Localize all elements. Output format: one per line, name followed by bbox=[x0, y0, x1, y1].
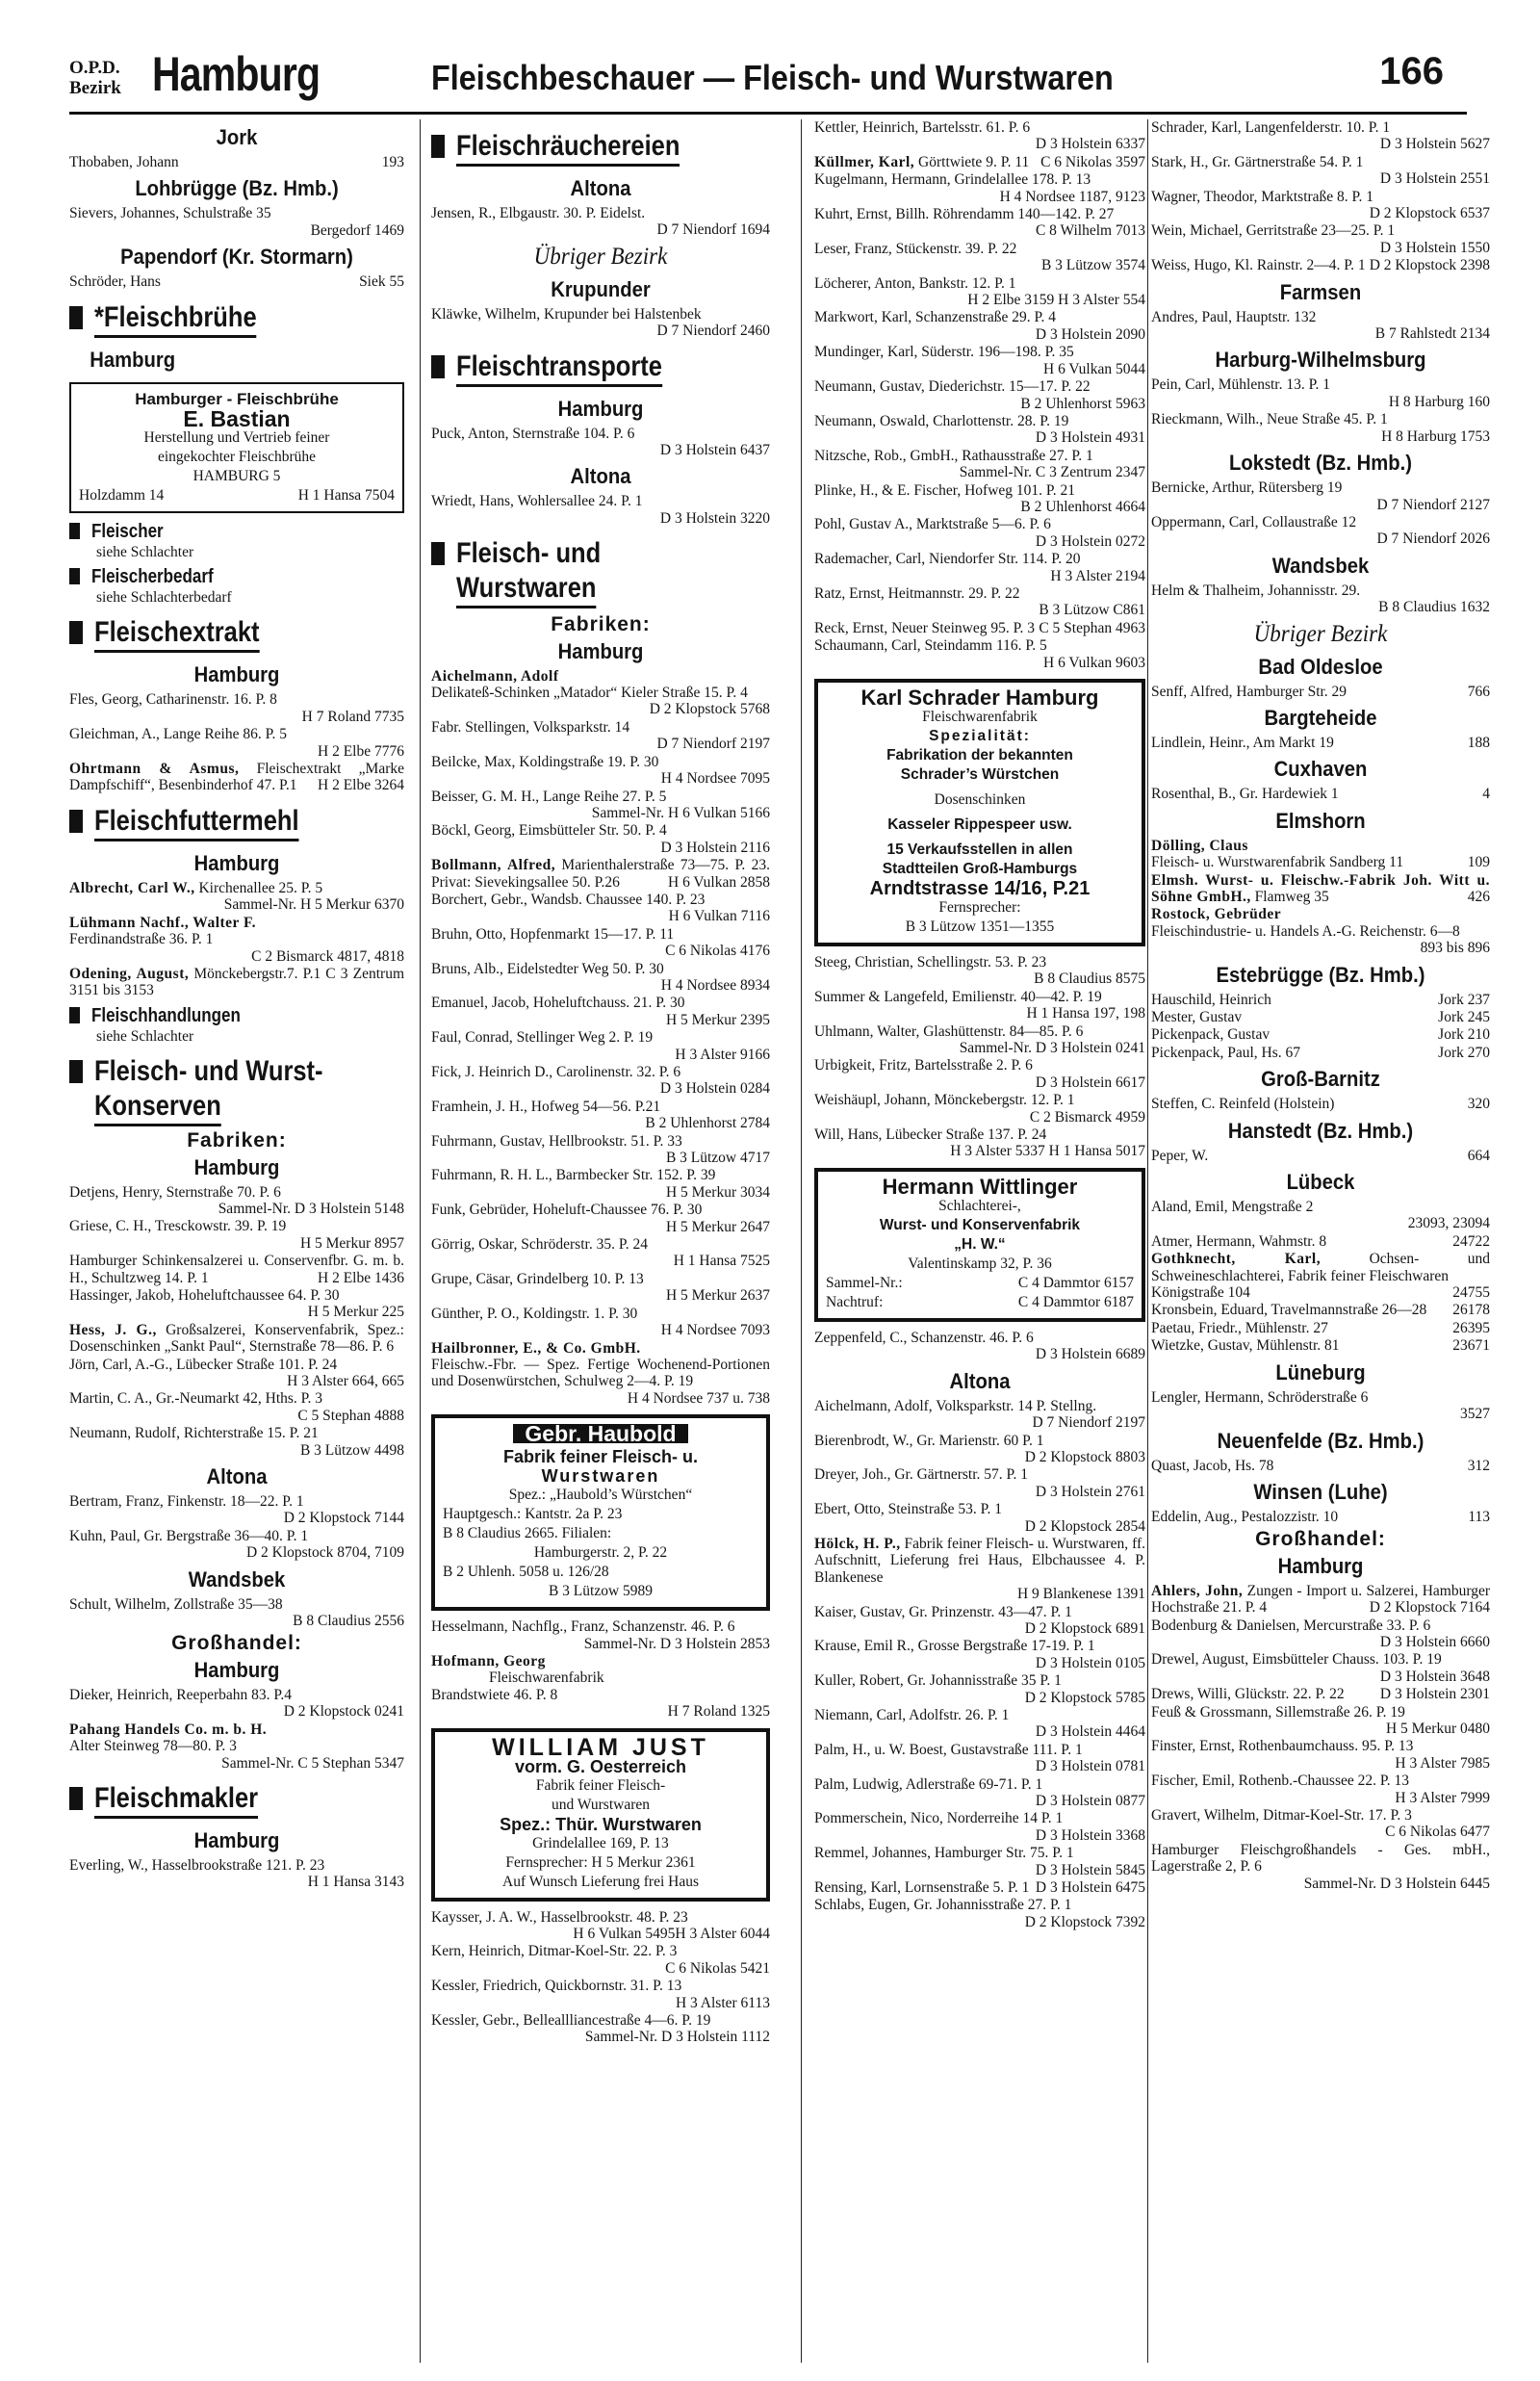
square-bullet-icon bbox=[431, 135, 445, 158]
list-item: Senff, Alfred, Hamburger Str. 29 766 bbox=[1151, 683, 1490, 700]
column-1 bbox=[69, 119, 404, 2363]
list-item: Sievers, Johannes, Schulstraße 35 Bergedorf 1469 bbox=[69, 205, 404, 239]
advertisement-box: WILLIAM JUST vorm. G. Oesterreich Fabrik feiner Fleisch- und Wurstwaren Spez.: Thür. Wurstwaren Grindelallee 169, P. 13 Fernsprecher: H 5 Merkur 2361 Auf Wunsch Lieferung frei Haus bbox=[431, 1728, 770, 1902]
list-item: Nitzsche, Rob., GmbH., Rathausstraße 27. P. 1 Sammel-Nr. C 3 Zentrum 2347 bbox=[814, 447, 1145, 481]
list-item: Fick, J. Heinrich D., Carolinenstr. 32. P. 6 D 3 Holstein 0284 bbox=[431, 1064, 770, 1098]
list-item: Hess, J. G., Großsalzerei, Konservenfabrik, Spez.: Dosenschinken „Sankt Paul“, Sternstraße 78—86. P. 6 bbox=[69, 1321, 404, 1356]
place-heading: Lüneburg bbox=[1275, 1359, 1366, 1385]
place-heading: Winsen (Luhe) bbox=[1253, 1479, 1388, 1504]
list-item: Ahlers, John, Zungen - Import u. Salzerei, Hamburger Hochstraße 21. P. 4 D 2 Klopstock 7164 bbox=[1151, 1582, 1490, 1617]
list-item: Pein, Carl, Mühlenstr. 13. P. 1 H 8 Harburg 160 bbox=[1151, 376, 1490, 410]
list-item: Ratz, Ernst, Heitmannstr. 29. P. 22 B 3 Lützow C861 bbox=[814, 584, 1145, 619]
list-item: Gothknecht, Karl, Ochsen- und Schweineschlachterei, Fabrik feiner Fleischwaren Königstraße 104 24755 bbox=[1151, 1251, 1490, 1302]
list-item: Pickenpack, Paul, Hs. 67 Jork 270 bbox=[1151, 1044, 1490, 1061]
list-item: Dreyer, Joh., Gr. Gärtnerstr. 57. P. 1 D 3 Holstein 2761 bbox=[814, 1466, 1145, 1500]
list-item: Kettler, Heinrich, Bartelsstr. 61. P. 6 D 3 Holstein 6337 bbox=[814, 119, 1145, 153]
list-item: Urbigkeit, Fritz, Bartelsstraße 2. P. 6 D 3 Holstein 6617 bbox=[814, 1057, 1145, 1091]
list-item: Neumann, Oswald, Charlottenstr. 28. P. 19 D 3 Holstein 4931 bbox=[814, 412, 1145, 447]
place-heading: Bargteheide bbox=[1264, 705, 1377, 730]
list-item: Kläwke, Wilhelm, Krupunder bei Halstenbek D 7 Niendorf 2460 bbox=[431, 305, 770, 340]
section-heading: Fleischräuchereien bbox=[431, 129, 770, 167]
column-2 bbox=[431, 119, 770, 2363]
list-item: Feuß & Grossmann, Sillemstraße 26. P. 19 H 5 Merkur 0480 bbox=[1151, 1703, 1490, 1737]
list-item: Pohl, Gustav A., Marktstraße 5—6. P. 6 D 3 Holstein 0272 bbox=[814, 516, 1145, 550]
place-heading: Hamburg bbox=[1277, 1553, 1364, 1578]
place-heading: Jork bbox=[216, 125, 258, 149]
square-bullet-icon bbox=[69, 621, 83, 644]
place-heading: Hamburg bbox=[193, 1154, 280, 1179]
list-item: Wriedt, Hans, Wohlersallee 24. P. 1 D 3 Holstein 3220 bbox=[431, 493, 770, 527]
district-label: O.P.D. Bezirk bbox=[69, 58, 121, 98]
list-item: Rieckmann, Wilh., Neue Straße 45. P. 1 H 8 Harburg 1753 bbox=[1151, 411, 1490, 445]
list-item: Odening, August, Mönckebergstr.7. P.1 C 3 Zentrum 3151 bis 3153 bbox=[69, 965, 404, 999]
list-item: Finster, Ernst, Rothenbaumchauss. 95. P. 13 H 3 Alster 7985 bbox=[1151, 1738, 1490, 1772]
list-item: Niemann, Carl, Adolfstr. 26. P. 1 D 3 Holstein 4464 bbox=[814, 1707, 1145, 1741]
list-item: Rosenthal, B., Gr. Hardewiek 1 4 bbox=[1151, 786, 1490, 803]
list-item: Zeppenfeld, C., Schanzenstr. 46. P. 6 D 3 Holstein 6689 bbox=[814, 1329, 1145, 1363]
column-4 bbox=[1151, 119, 1490, 2363]
place-heading: Groß-Barnitz bbox=[1261, 1067, 1380, 1092]
subsection-heading: Großhandel: bbox=[171, 1632, 302, 1655]
list-item: Mester, Gustav Jork 245 bbox=[1151, 1009, 1490, 1025]
place-heading: Hamburg bbox=[193, 1827, 280, 1852]
header-city: Hamburg bbox=[152, 47, 321, 101]
place-heading: Altona bbox=[206, 1464, 268, 1489]
list-item: Küllmer, Karl, Görttwiete 9. P. 11 C 6 Nikolas 3597 bbox=[814, 153, 1145, 170]
section-heading: Fleischfuttermehl bbox=[69, 804, 404, 841]
list-item: Ohrtmann & Asmus, Fleischextrakt „Marke Dampfschiff“, Besenbinderhof 47. P.1 H 2 Elbe 3264 bbox=[69, 761, 404, 794]
list-item: Rostock, Gebrüder Fleischindustrie- u. Handels A.-G. Reichenstr. 6—8 893 bis 896 bbox=[1151, 906, 1490, 957]
list-item: Markwort, Karl, Schanzenstraße 29. P. 4 D 3 Holstein 2090 bbox=[814, 309, 1145, 343]
list-item: Aichelmann, Adolf Delikateß-Schinken „Matador“ Kieler Straße 15. P. 4 D 2 Klopstock 5768 bbox=[431, 667, 770, 718]
square-bullet-icon bbox=[69, 810, 83, 833]
page-header bbox=[69, 46, 1463, 114]
place-heading: Wandsbek bbox=[1271, 553, 1370, 578]
place-heading: Krupunder bbox=[551, 276, 651, 301]
section-heading: Fleischmakler bbox=[69, 1781, 404, 1819]
list-item: Hauschild, Heinrich Jork 237 bbox=[1151, 991, 1490, 1008]
list-item: Summer & Langefeld, Emilienstr. 40—42. P. 19 H 1 Hansa 197, 198 bbox=[814, 988, 1145, 1022]
place-heading: Farmsen bbox=[1279, 279, 1362, 304]
page-number: 166 bbox=[1379, 50, 1444, 92]
square-bullet-icon bbox=[69, 1787, 83, 1810]
cross-reference: siehe Schlachter bbox=[96, 543, 194, 560]
cross-reference: siehe Schlachterbedarf bbox=[96, 589, 232, 607]
section-heading: Fleischextrakt bbox=[69, 615, 404, 653]
advertisement-box: Gebr. Haubold Fabrik feiner Fleisch- u. Wurstwaren Spez.: „Haubold’s Würstchen“ Hauptgesch.: Kantstr. 2a P. 23 B 8 Claudius 2665. Filialen: Hamburgerstr. 2, P. 22 B 2 Uhlenh. 5058 u. 126/28 B 3 Lützow 5989 bbox=[431, 1414, 770, 1611]
place-heading: Harburg-Wilhelmsburg bbox=[1215, 348, 1426, 373]
advertisement-box: Hermann Wittlinger Schlachterei-, Wurst- und Konservenfabrik „H. W.“ Valentinskamp 32, P. 36 Sammel-Nr.: C 4 Dammtor 6157 Nachtruf: C 4 Dammtor 6187 bbox=[814, 1168, 1145, 1322]
list-item: Kern, Heinrich, Ditmar-Koel-Str. 22. P. 3 C 6 Nikolas 5421 bbox=[431, 1943, 770, 1977]
page-title: Fleischbeschauer — Fleisch- und Wurstwaren bbox=[431, 58, 1114, 97]
list-item: Martin, C. A., Gr.-Neumarkt 42, Hths. P. 3 C 5 Stephan 4888 bbox=[69, 1390, 404, 1424]
place-heading: Lübeck bbox=[1286, 1170, 1355, 1195]
square-bullet-icon bbox=[431, 355, 445, 378]
list-item: Leser, Franz, Stückenstr. 39. P. 22 B 3 Lützow 3574 bbox=[814, 240, 1145, 274]
list-item: Kuhn, Paul, Gr. Bergstraße 36—40. P. 1 D 2 Klopstock 8704, 7109 bbox=[69, 1527, 404, 1562]
square-bullet-icon bbox=[69, 1060, 83, 1083]
list-item: Pahang Handels Co. m. b. H. Alter Steinweg 78—80. P. 3 Sammel-Nr. C 5 Stephan 5347 bbox=[69, 1721, 404, 1772]
list-item: Hassinger, Jakob, Hoheluftchaussee 64. P. 30 H 5 Merkur 225 bbox=[69, 1286, 404, 1321]
place-heading: Übriger Bezirk bbox=[533, 243, 668, 270]
list-item: Wein, Michael, Gerritstraße 23—25. P. 1 D 3 Holstein 1550 bbox=[1151, 222, 1490, 256]
list-item: Drewel, August, Eimsbütteler Chauss. 103. P. 19 D 3 Holstein 3648 bbox=[1151, 1651, 1490, 1685]
cross-reference: siehe Schlachter bbox=[96, 1027, 194, 1045]
list-item: Krause, Emil R., Grosse Bergstraße 17-19. P. 1 D 3 Holstein 0105 bbox=[814, 1638, 1145, 1671]
list-item: Funk, Gebrüder, Hoheluft-Chaussee 76. P. 30 H 5 Merkur 2647 bbox=[431, 1202, 770, 1235]
list-item: Kaysser, J. A. W., Hasselbrookstr. 48. P. 23 H 3 Alster 6044 H 6 Vulkan 5495 bbox=[431, 1908, 770, 1942]
list-item: Helm & Thalheim, Johannisstr. 29. B 8 Claudius 1632 bbox=[1151, 582, 1490, 616]
list-item: Neumann, Rudolf, Richterstraße 15. P. 21 B 3 Lützow 4498 bbox=[69, 1425, 404, 1459]
list-item: Framhein, J. H., Hofweg 54—56. P.21 B 2 Uhlenhorst 2784 bbox=[431, 1098, 770, 1132]
list-item: Hamburger Fleischgroßhandels - Ges. mbH., Lagerstraße 2, P. 6 Sammel-Nr. D 3 Holstein 6445 bbox=[1151, 1841, 1490, 1892]
square-bullet-icon bbox=[69, 568, 80, 584]
list-item: Jensen, R., Elbgaustr. 30. P. Eidelst. D 7 Niendorf 1694 bbox=[431, 205, 770, 239]
list-item: Mundinger, Karl, Süderstr. 196—198. P. 35 H 6 Vulkan 5044 bbox=[814, 344, 1145, 377]
place-heading: Altona bbox=[570, 176, 631, 200]
list-item: Hamburger Schinkensalzerei u. Conservenfbr. G. m. b. H., Schultzweg 14. P. 1 H 2 Elbe 1436 bbox=[69, 1253, 404, 1286]
place-heading: Lokstedt (Bz. Hmb.) bbox=[1228, 451, 1413, 476]
square-bullet-icon bbox=[69, 1007, 80, 1023]
list-item: Detjens, Henry, Sternstraße 70. P. 6 Sammel-Nr. D 3 Holstein 5148 bbox=[69, 1183, 404, 1217]
column-divider bbox=[420, 119, 421, 2363]
section-heading: Fleischtransporte bbox=[431, 349, 770, 387]
list-item: Kaiser, Gustav, Gr. Prinzenstr. 43—47. P. 1 D 2 Klopstock 6891 bbox=[814, 1603, 1145, 1637]
list-item: Weishäupl, Johann, Mönckebergstr. 12. P. 1 C 2 Bismarck 4959 bbox=[814, 1092, 1145, 1126]
list-item: Fabr. Stellingen, Volksparkstr. 14 D 7 Niendorf 2197 bbox=[431, 718, 770, 753]
place-heading: Neuenfelde (Bz. Hmb.) bbox=[1217, 1428, 1424, 1453]
list-item: Bernicke, Arthur, Rütersberg 19 D 7 Niendorf 2127 bbox=[1151, 479, 1490, 513]
list-item: Görrig, Oskar, Schröderstr. 35. P. 24 H 1 Hansa 7525 bbox=[431, 1236, 770, 1270]
list-item: Palm, H., u. W. Boest, Gustavstraße 111. P. 1 D 3 Holstein 0781 bbox=[814, 1741, 1145, 1775]
list-item: Kessler, Friedrich, Quickbornstr. 31. P. 13 H 3 Alster 6113 bbox=[431, 1978, 770, 2011]
place-heading: Elmshorn bbox=[1275, 808, 1366, 833]
list-item: Puck, Anton, Sternstraße 104. P. 6 D 3 Holstein 6437 bbox=[431, 425, 770, 459]
place-heading: Hamburg bbox=[193, 662, 280, 687]
subsection-heading: Fabriken: bbox=[551, 613, 651, 636]
list-item: Günther, P. O., Koldingstr. 1. P. 30 H 4 Nordsee 7093 bbox=[431, 1305, 770, 1339]
list-item: Atmer, Hermann, Wahmstr. 8 24722 bbox=[1151, 1232, 1490, 1250]
place-heading: Hamburg bbox=[90, 347, 176, 372]
place-heading: Wandsbek bbox=[188, 1566, 286, 1592]
place-heading: Hamburg bbox=[557, 396, 644, 421]
list-item: Beisser, G. M. H., Lange Reihe 27. P. 5 Sammel-Nr. H 6 Vulkan 5166 bbox=[431, 788, 770, 821]
list-item: Gleichman, A., Lange Reihe 86. P. 5 H 2 Elbe 7776 bbox=[69, 726, 404, 760]
list-item: Aland, Emil, Mengstraße 2 23093, 23094 bbox=[1151, 1199, 1490, 1232]
section-heading: Fleisch- und Wurstwaren bbox=[431, 536, 770, 608]
list-item: Oppermann, Carl, Collaustraße 12 D 7 Niendorf 2026 bbox=[1151, 513, 1490, 548]
list-item: Löcherer, Anton, Bankstr. 12. P. 1 H 2 Elbe 3159 H 3 Alster 554 bbox=[814, 274, 1145, 309]
place-heading: Hanstedt (Bz. Hmb.) bbox=[1227, 1118, 1414, 1143]
list-item: Wagner, Theodor, Marktstraße 8. P. 1 D 2 Klopstock 6537 bbox=[1151, 188, 1490, 222]
subsection-heading: Großhandel: bbox=[1255, 1528, 1386, 1551]
list-item: Paetau, Friedr., Mühlenstr. 27 26395 bbox=[1151, 1319, 1490, 1336]
section-heading: Fleischhandlungen bbox=[69, 1005, 404, 1026]
list-item: Kessler, Gebr., Belleallliancestraße 4—6. P. 19 Sammel-Nr. D 3 Holstein 1112 bbox=[431, 2012, 770, 2046]
list-item: Dieker, Heinrich, Reeperbahn 83. P.4 D 2 Klopstock 0241 bbox=[69, 1686, 404, 1721]
place-heading: Estebrügge (Bz. Hmb.) bbox=[1216, 962, 1425, 987]
list-item: Bruhn, Otto, Hopfenmarkt 15—17. P. 11 C 6 Nikolas 4176 bbox=[431, 925, 770, 960]
list-item: Gravert, Wilhelm, Ditmar-Koel-Str. 17. P. 3 C 6 Nikolas 6477 bbox=[1151, 1807, 1490, 1841]
list-item: Steeg, Christian, Schellingstr. 53. P. 23 B 8 Claudius 8575 bbox=[814, 954, 1145, 988]
place-heading: Hamburg bbox=[557, 638, 644, 663]
list-item: Bruns, Alb., Eidelstedter Weg 50. P. 30 H 4 Nordsee 8934 bbox=[431, 960, 770, 994]
list-item: Will, Hans, Lübecker Straße 137. P. 24 H 3 Alster 5337 H 1 Hansa 5017 bbox=[814, 1126, 1145, 1160]
place-heading: Altona bbox=[949, 1368, 1011, 1393]
place-heading: Hamburg bbox=[193, 1657, 280, 1682]
header-rule bbox=[69, 112, 1467, 115]
list-item: Plinke, H., & E. Fischer, Hofweg 101. P. 21 B 2 Uhlenhorst 4664 bbox=[814, 481, 1145, 515]
place-heading: Hamburg bbox=[193, 850, 280, 875]
list-item: Ebert, Otto, Steinstraße 53. P. 1 D 2 Klopstock 2854 bbox=[814, 1501, 1145, 1535]
list-item: Kuller, Robert, Gr. Johannisstraße 35 P. 1 D 2 Klopstock 5785 bbox=[814, 1672, 1145, 1706]
list-item: Rensing, Karl, Lornsenstraße 5. P. 1 D 3 Holstein 6475 bbox=[814, 1879, 1145, 1897]
list-item: Faul, Conrad, Stellinger Weg 2. P. 19 H 3 Alster 9166 bbox=[431, 1029, 770, 1063]
section-heading: Fleischerbedarf bbox=[69, 566, 404, 587]
list-item: Kugelmann, Hermann, Grindelallee 178. P. 13 H 4 Nordsee 1187, 9123 bbox=[814, 171, 1145, 205]
list-item: Drews, Willi, Glückstr. 22. P. 22 D 3 Holstein 2301 bbox=[1151, 1686, 1490, 1703]
list-item: Borchert, Gebr., Wandsb. Chaussee 140. P. 23 H 6 Vulkan 7116 bbox=[431, 891, 770, 925]
advertisement-box: Karl Schrader Hamburg Fleischwarenfabrik Spezialität: Fabrikation der bekannten Schrader’s Würstchen Dosenschinken Kasseler Rippespeer usw. 15 Verkaufsstellen in allen Stadtteilen Groß-Hamburgs Arndtstrasse 14/16, P.21 Fernsprecher: B 3 Lützow 1351—1355 bbox=[814, 679, 1145, 946]
list-item: Kronsbein, Eduard, Travelmannstraße 26—28 26178 bbox=[1151, 1302, 1490, 1319]
list-item: Beilcke, Max, Koldingstraße 19. P. 30 H 4 Nordsee 7095 bbox=[431, 753, 770, 788]
list-item: Bollmann, Alfred, Marienthalerstraße 73—75. P. 23. Privat: Sievekingsallee 50. P.26 H 6 Vulkan 2858 bbox=[431, 857, 770, 891]
column-divider bbox=[1147, 119, 1148, 2363]
list-item: Hölck, H. P., Fabrik feiner Fleisch- u. Wurstwaren, ff. Aufschnitt, Lieferung frei Haus, Elbchaussee 4. P. Blankenese H 9 Blankenese 1391 bbox=[814, 1535, 1145, 1603]
column-divider bbox=[801, 119, 802, 2363]
list-item: Lühmann Nachf., Walter F. Ferdinandstraße 36. P. 1 C 2 Bismarck 4817, 4818 bbox=[69, 914, 404, 965]
list-item: Fles, Georg, Catharinenstr. 16. P. 8 H 7 Roland 7735 bbox=[69, 691, 404, 725]
list-item: Kuhrt, Ernst, Billh. Röhrendamm 140—142. P. 27 C 8 Wilhelm 7013 bbox=[814, 206, 1145, 240]
subsection-heading: Fabriken: bbox=[187, 1129, 287, 1152]
place-heading: Cuxhaven bbox=[1273, 757, 1368, 782]
list-item: Thobaben, Johann 193 bbox=[69, 154, 404, 170]
list-item: Wietzke, Gustav, Mühlenstr. 81 23671 bbox=[1151, 1337, 1490, 1355]
list-item: Peper, W. 664 bbox=[1151, 1147, 1490, 1164]
list-item: Schaumann, Carl, Steindamm 116. P. 5 H 6 Vulkan 9603 bbox=[814, 637, 1145, 671]
list-item: Schröder, Hans Siek 55 bbox=[69, 273, 404, 291]
list-item: Schult, Wilhelm, Zollstraße 35—38 B 8 Claudius 2556 bbox=[69, 1595, 404, 1630]
place-heading: Lohbrügge (Bz. Hmb.) bbox=[135, 176, 339, 201]
list-item: Pickenpack, Gustav Jork 210 bbox=[1151, 1026, 1490, 1044]
list-item: Albrecht, Carl W., Kirchenallee 25. P. 5 Sammel-Nr. H 5 Merkur 6370 bbox=[69, 879, 404, 914]
square-bullet-icon bbox=[69, 523, 80, 539]
list-item: Fuhrmann, Gustav, Hellbrookstr. 51. P. 33 B 3 Lützow 4717 bbox=[431, 1132, 770, 1167]
column-3 bbox=[814, 119, 1145, 2363]
list-item: Fuhrmann, R. H. L., Barmbecker Str. 152. P. 39 H 5 Merkur 3034 bbox=[431, 1167, 770, 1201]
list-item: Jörn, Carl, A.-G., Lübecker Straße 101. P. 24 H 3 Alster 664, 665 bbox=[69, 1356, 404, 1389]
place-heading: Übriger Bezirk bbox=[1253, 620, 1388, 647]
list-item: Everling, W., Hasselbrookstraße 121. P. 23 H 1 Hansa 3143 bbox=[69, 1856, 404, 1891]
list-item: Dölling, Claus Fleisch- u. Wurstwarenfabrik Sandberg 11 109 bbox=[1151, 837, 1490, 871]
place-heading: Altona bbox=[570, 464, 631, 489]
list-item: Bodenburg & Danielsen, Mercurstraße 33. P. 6 D 3 Holstein 6660 bbox=[1151, 1617, 1490, 1650]
list-item: Grupe, Cäsar, Grindelberg 10. P. 13 H 5 Merkur 2637 bbox=[431, 1270, 770, 1305]
section-heading: *Fleischbrühe bbox=[69, 300, 404, 338]
place-heading: Bad Oldesloe bbox=[1258, 654, 1383, 679]
list-item: Remmel, Johannes, Hamburger Str. 75. P. 1 D 3 Holstein 5845 bbox=[814, 1845, 1145, 1878]
list-item: Hailbronner, E., & Co. GmbH. Fleischw.-Fbr. — Spez. Fertige Wochenend-Portionen und Dosenwürstchen, Schulweg 2—4. P. 19 H 4 Nordsee 737 u. 738 bbox=[431, 1339, 770, 1407]
list-item: Quast, Jacob, Hs. 78 312 bbox=[1151, 1457, 1490, 1474]
list-item: Palm, Ludwig, Adlerstraße 69-71. P. 1 D 3 Holstein 0877 bbox=[814, 1775, 1145, 1810]
list-item: Schlabs, Eugen, Gr. Johannisstraße 27. P. 1 D 2 Klopstock 7392 bbox=[814, 1897, 1145, 1930]
list-item: Lindlein, Heinr., Am Markt 19 188 bbox=[1151, 734, 1490, 751]
list-item: Reck, Ernst, Neuer Steinweg 95. P. 3 C 5 Stephan 4963 bbox=[814, 619, 1145, 636]
list-item: Griese, C. H., Tresckowstr. 39. P. 19 H 5 Merkur 8957 bbox=[69, 1218, 404, 1252]
place-heading: Papendorf (Kr. Stormarn) bbox=[120, 245, 353, 270]
square-bullet-icon bbox=[69, 306, 83, 329]
list-item: Elmsh. Wurst- u. Fleischw.-Fabrik Joh. Witt u. Söhne GmbH., Flamweg 35 426 bbox=[1151, 871, 1490, 905]
list-item: Emanuel, Jacob, Hoheluftchauss. 21. P. 30 H 5 Merkur 2395 bbox=[431, 995, 770, 1028]
list-item: Stark, H., Gr. Gärtnerstraße 54. P. 1 D 3 Holstein 2551 bbox=[1151, 153, 1490, 188]
list-item: Pommerschein, Nico, Norderreihe 14 P. 1 D 3 Holstein 3368 bbox=[814, 1810, 1145, 1844]
list-item: Fischer, Emil, Rothenb.-Chaussee 22. P. 13 H 3 Alster 7999 bbox=[1151, 1773, 1490, 1806]
list-item: Schrader, Karl, Langenfelderstr. 10. P. 1 D 3 Holstein 5627 bbox=[1151, 119, 1490, 153]
list-item: Hesselmann, Nachflg., Franz, Schanzenstr. 46. P. 6 Sammel-Nr. D 3 Holstein 2853 bbox=[431, 1618, 770, 1652]
list-item: Bierenbrodt, W., Gr. Marienstr. 60 P. 1 D 2 Klopstock 8803 bbox=[814, 1432, 1145, 1465]
list-item: Weiss, Hugo, Kl. Rainstr. 2—4. P. 1 D 2 Klopstock 2398 bbox=[1151, 257, 1490, 274]
list-item: Andres, Paul, Hauptstr. 132 B 7 Rahlstedt 2134 bbox=[1151, 308, 1490, 343]
list-item: Bertram, Franz, Finkenstr. 18—22. P. 1 D 2 Klopstock 7144 bbox=[69, 1493, 404, 1527]
list-item: Uhlmann, Walter, Glashüttenstr. 84—85. P. 6 Sammel-Nr. D 3 Holstein 0241 bbox=[814, 1022, 1145, 1057]
list-item: Rademacher, Carl, Niendorfer Str. 114. P. 20 H 3 Alster 2194 bbox=[814, 551, 1145, 584]
list-item: Böckl, Georg, Eimsbütteler Str. 50. P. 4 D 3 Holstein 2116 bbox=[431, 822, 770, 856]
section-heading: Fleisch- und Wurst- Konserven bbox=[69, 1054, 404, 1126]
square-bullet-icon bbox=[431, 542, 445, 565]
list-item: Aichelmann, Adolf, Volksparkstr. 14 P. Stellng. D 7 Niendorf 2197 bbox=[814, 1397, 1145, 1432]
section-heading: Fleischer bbox=[69, 521, 404, 542]
list-item: Lengler, Hermann, Schröderstraße 6 3527 bbox=[1151, 1388, 1490, 1423]
advertisement-box: Hamburger - Fleischbrühe E. Bastian Herstellung und Vertrieb feiner eingekochter Fleischbrühe HAMBURG 5 Holzdamm 14 H 1 Hansa 7504 bbox=[69, 382, 404, 513]
list-item: Eddelin, Aug., Pestalozzistr. 10 113 bbox=[1151, 1508, 1490, 1525]
list-item: Hofmann, Georg Fleischwarenfabrik Brandstwiete 46. P. 8 H 7 Roland 1325 bbox=[431, 1652, 770, 1721]
list-item: Neumann, Gustav, Diederichstr. 15—17. P. 22 B 2 Uhlenhorst 5963 bbox=[814, 378, 1145, 412]
list-item: Steffen, C. Reinfeld (Holstein) 320 bbox=[1151, 1096, 1490, 1113]
